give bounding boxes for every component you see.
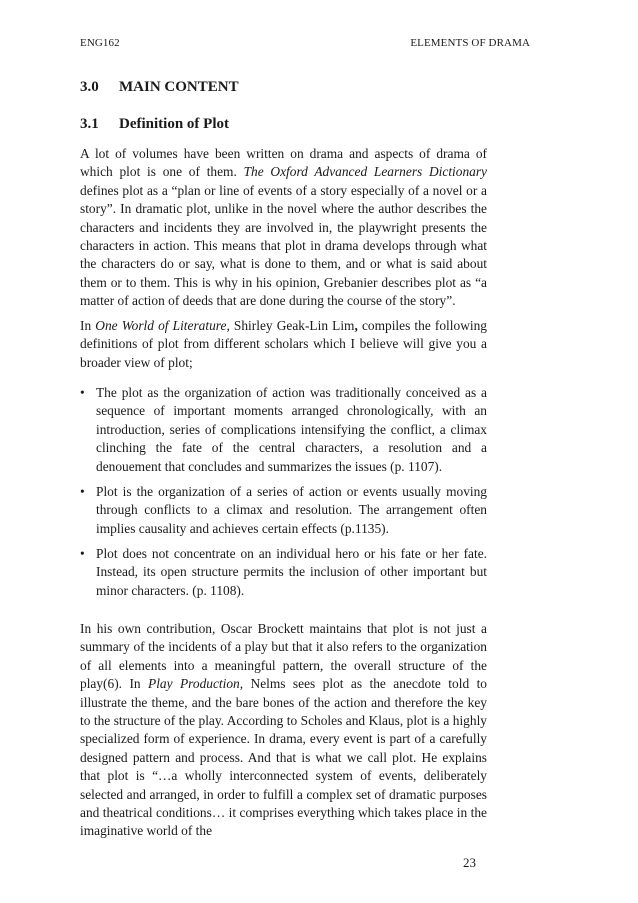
header-running-title: ELEMENTS OF DRAMA: [410, 37, 530, 49]
para3-text-2: Nelms sees plot as the anecdote told to illustrate the theme, and the bare bones of the action and therefore the key to the structure of the play. According to Scholes and Klaus, plot is a highly specialized form of experience. In drama, every event is part of a carefully designed pattern and process. And that is what we call plot. He explains that plot is “…a wholly interconnected system of events, deliberately selected and arranged, in order to fulfill a complex set of dramatic purposes and theatrical conditions… it comprises everything which takes place in the imaginative world of the: [80, 676, 487, 839]
para3-text-1: In his own contribution, Oscar Brockett maintains that plot is not just a summary of the incidents of a play but that it also refers to the organization of all elements into a meaningful pattern, the overall structure of the play(6). In: [80, 621, 487, 692]
subsection-title: Definition of Plot: [119, 116, 229, 132]
paragraph-one-world-of-literature: [80, 317, 487, 372]
page-number: 23: [463, 855, 476, 870]
bullet-icon: •: [80, 546, 85, 561]
section-title: MAIN CONTENT: [119, 79, 239, 95]
para2-bold-comma: ,: [354, 318, 358, 333]
para2-text-2: , Shirley Geak-Lin Lim: [226, 318, 355, 333]
list-item: [80, 483, 487, 538]
section-heading: [80, 79, 239, 96]
subsection-heading: [80, 116, 229, 133]
para1-text-1: A lot of volumes have been written on drama and aspects of drama of which plot is one of them.: [80, 146, 487, 180]
section-number: 3.0: [80, 79, 99, 95]
para3-book-title: Play Production,: [148, 676, 244, 692]
bullet-icon: •: [80, 385, 85, 400]
bullet-icon: •: [80, 484, 85, 499]
para2-text-1: In: [80, 318, 96, 333]
list-item: [80, 545, 487, 600]
para2-text-3: compiles the following definitions of plot from different scholars which I believe will give you a broader view of plot;: [80, 318, 487, 370]
para1-text-2: defines plot as a “plan or line of events of a story especially of a novel or a story”. In dramatic plot, unlike in the novel where the author describes the characters and incidents they are involved in, the playwright presents the characters in action. This means that plot in drama develops through what the characters do or say, what is done to them, and or what is said about them or to them. This is why in his opinion, Grebanier describes plot as “a matter of action of deeds that are done during the course of the story”.: [80, 182, 487, 309]
paragraph-plot-definition: [80, 145, 487, 311]
para1-dictionary-title: The Oxford Advanced Learners Dictionary: [243, 164, 488, 180]
list-item-text: The plot as the organization of action was traditionally conceived as a sequence of important moments arranged chronologically, with an introduction, series of complications intensifying the conflict, a climax clinching the fate of the central characters, a resolution and a denouement that concludes and summarizes the issues (p. 1107).: [96, 385, 487, 474]
list-item-text: Plot does not concentrate on an individual hero or his fate or her fate. Instead, its open structure permits the inclusion of other important but minor characters. (p. 1108).: [96, 546, 487, 598]
list-item-text: Plot is the organization of a series of action or events usually moving through conflicts to a climax and resolution. The arrangement often implies causality and achieves certain effects (p.1135).: [96, 484, 487, 536]
subsection-number: 3.1: [80, 116, 99, 132]
header-course-code: ENG162: [80, 37, 120, 49]
para2-book-title: One World of Literature: [95, 318, 227, 333]
list-item: [80, 384, 487, 476]
paragraph-brockett: [80, 620, 487, 841]
